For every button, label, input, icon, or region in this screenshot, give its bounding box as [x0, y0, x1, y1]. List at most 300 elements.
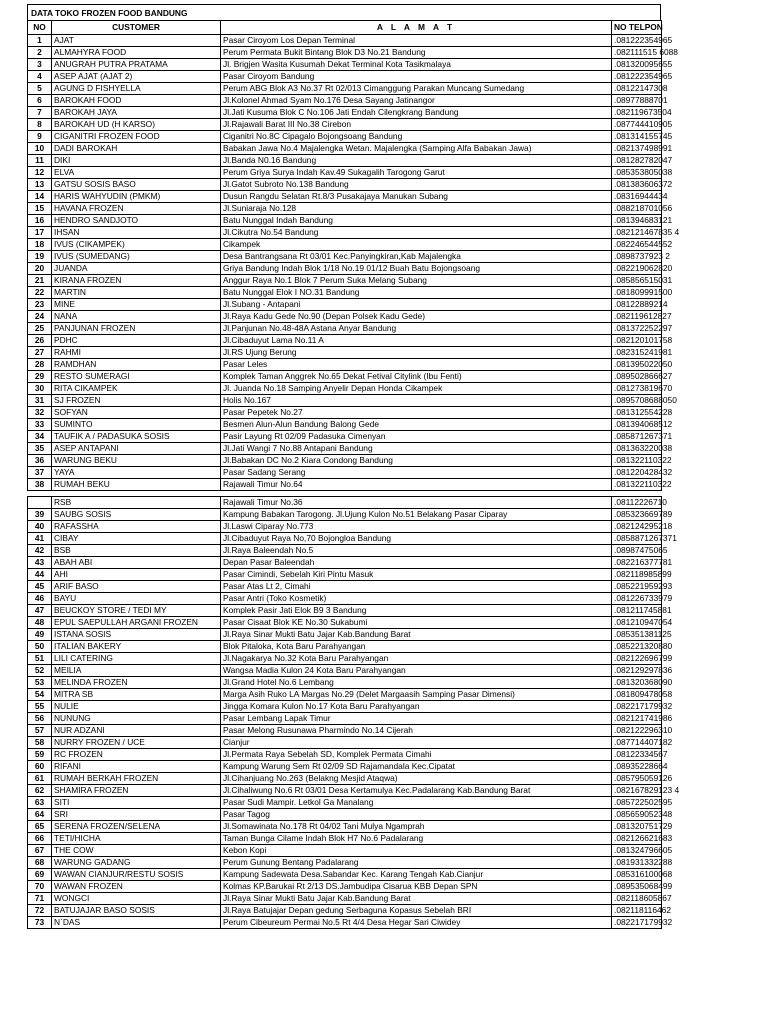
cell-address: Perum Permata Bukit Bintang Blok D3 No.21 Bandung [221, 47, 612, 59]
cell-address: Kampung Warung Sem Rt 02/09 SD Rajamandala Kec.Cipatat [221, 761, 612, 773]
cell-customer: N`DAS [52, 917, 221, 929]
table-row [28, 359, 662, 371]
cell-address: Jl.Jati Wangi 7 No.88 Antapani Bandung [221, 443, 612, 455]
cell-customer: ASEP ANTAPANI [52, 443, 221, 455]
header-address: A L A M A T [221, 21, 612, 35]
table-row [28, 797, 662, 809]
cell-no: 50 [28, 641, 52, 653]
cell-address: Jl.Cibaduyut Lama No.11 A [221, 335, 612, 347]
cell-customer: ARIF BASO [52, 581, 221, 593]
cell-customer: SOFYAN [52, 407, 221, 419]
table-row [28, 857, 662, 869]
cell-customer: BEUCKOY STORE / TEDI MY [52, 605, 221, 617]
cell-address: Pasar Tagog [221, 809, 612, 821]
header-phone: NO TELPON [612, 21, 662, 35]
cell-no: 9 [28, 131, 52, 143]
cell-no: 19 [28, 251, 52, 263]
cell-address: Jl.Raya Sinar Mukti Batu Jajar Kab.Bandung Barat [221, 629, 612, 641]
cell-address: Komplek Pasir Jati Elok B9 3 Bandung [221, 605, 612, 617]
cell-no: 10 [28, 143, 52, 155]
cell-customer: HAVANA FROZEN [52, 203, 221, 215]
cell-address: Cikampek [221, 239, 612, 251]
table-row [28, 821, 662, 833]
cell-customer: RC FROZEN [52, 749, 221, 761]
cell-address: Babakan Jawa No.4 Majalengka Wetan. Majalengka (Samping Alfa Babakan Jawa) [221, 143, 612, 155]
cell-address: Jl.RS Ujung Berung [221, 347, 612, 359]
cell-address: Jl.Banda N0.16 Bandung [221, 155, 612, 167]
cell-customer: ITALIAN BAKERY [52, 641, 221, 653]
cell-address: Pasar Cisaat Blok KE No.30 Sukabumi [221, 617, 612, 629]
cell-no: 71 [28, 893, 52, 905]
cell-customer: ISTANA SOSIS [52, 629, 221, 641]
cell-phone: .08122147308 [612, 83, 662, 95]
cell-no: 34 [28, 431, 52, 443]
cell-phone: .081320751729 [612, 821, 662, 833]
cell-address: Kolmas KP.Barukai Rt 2/13 DS.Jambudipa Cisarua KBB Depan SPN [221, 881, 612, 893]
cell-no: 68 [28, 857, 52, 869]
table-row [28, 131, 662, 143]
cell-no: 27 [28, 347, 52, 359]
cell-no: 72 [28, 905, 52, 917]
cell-phone: .085659052348 [612, 809, 662, 821]
table-row [28, 407, 662, 419]
cell-phone: .081282782047 [612, 155, 662, 167]
cell-customer: WARUNG GADANG [52, 857, 221, 869]
cell-customer: AGUNG D FISHYELLA [52, 83, 221, 95]
cell-phone: .08122889214 [612, 299, 662, 311]
cell-phone: .082111515 6088 [612, 47, 662, 59]
table-row [28, 335, 662, 347]
cell-address: Wangsa Madia Kulon 24 Kota Baru Parahyangan [221, 665, 612, 677]
table-row [28, 47, 662, 59]
cell-customer: WAWAN CIANJUR/RESTU SOSIS [52, 869, 221, 881]
cell-no: 63 [28, 797, 52, 809]
cell-no: 46 [28, 593, 52, 605]
cell-address: Perum ABG Blok A3 No.37 Rt 02/013 Cimanggung Parakan Muncang Sumedang [221, 83, 612, 95]
cell-address: Jl. Juanda No.18 Samping Anyelir Depan Honda Cikampek [221, 383, 612, 395]
cell-customer: SHAMIRA FROZEN [52, 785, 221, 797]
cell-customer: RAMDHAN [52, 359, 221, 371]
cell-phone: .082120101758 [612, 335, 662, 347]
cell-phone: .082118985899 [612, 569, 662, 581]
cell-no: 43 [28, 557, 52, 569]
cell-no: 5 [28, 83, 52, 95]
cell-customer: YAYA [52, 467, 221, 479]
cell-phone: .085351381125 [612, 629, 662, 641]
table-row [28, 737, 662, 749]
cell-address: Kampung Babakan Tarogong. Jl.Ujung Kulon No.51 Belakang Pasar Ciparay [221, 509, 612, 521]
cell-address: Jl.Nagakarya No.32 Kota Baru Parahyangan [221, 653, 612, 665]
cell-phone: .08122334567 [612, 749, 662, 761]
cell-address: Jl.Babakan DC No.2 Kiara Condong Bandung [221, 455, 612, 467]
cell-no: 6 [28, 95, 52, 107]
cell-customer: RAFASSHA [52, 521, 221, 533]
cell-address: Besmen Alun-Alun Bandung Balong Gede [221, 419, 612, 431]
cell-address: Pasar Ciroyom Los Depan Terminal [221, 35, 612, 47]
cell-address: Jl.Laswi Ciparay No.773 [221, 521, 612, 533]
cell-address: Jl.Cikutra No.54 Bandung [221, 227, 612, 239]
cell-phone: .085722502595 [612, 797, 662, 809]
table-row [28, 869, 662, 881]
cell-customer: THE COW [52, 845, 221, 857]
table-row [28, 905, 662, 917]
cell-phone: .082137498991 [612, 143, 662, 155]
cell-customer: AJAT [52, 35, 221, 47]
cell-phone: .082119673504 [612, 107, 662, 119]
cell-no: 8 [28, 119, 52, 131]
table-row [28, 677, 662, 689]
table-row [28, 443, 662, 455]
cell-customer: NUR ADZANI [52, 725, 221, 737]
cell-phone: .082119612827 [612, 311, 662, 323]
table-row [28, 371, 662, 383]
cell-customer: MINE [52, 299, 221, 311]
cell-phone: .081314155745 [612, 131, 662, 143]
table-row [28, 665, 662, 677]
cell-address: Batu Nunggal Elok I NO.31 Bandung [221, 287, 612, 299]
cell-phone: .081395022050 [612, 359, 662, 371]
cell-no: 65 [28, 821, 52, 833]
cell-address: Perum Griya Surya Indah Kav.49 Sukagalih Tarogong Garut [221, 167, 612, 179]
cell-address: Blok Pitaloka, Kota Baru Parahyangan [221, 641, 612, 653]
cell-address: Jl.Kolonel Ahmad Syam No.176 Desa Sayang Jatinangor [221, 95, 612, 107]
table-row [28, 521, 662, 533]
cell-address: Holis No.167 [221, 395, 612, 407]
cell-address: Depan Pasar Baleendah [221, 557, 612, 569]
cell-address: Taman Bunga Cilame Indah Blok H7 No.6 Padalarang [221, 833, 612, 845]
cell-address: Pasar Lembang Lapak Timur [221, 713, 612, 725]
cell-customer: ASEP AJAT (AJAT 2) [52, 71, 221, 83]
cell-customer: RAHMI [52, 347, 221, 359]
cell-no: 62 [28, 785, 52, 797]
cell-customer: KIRANA FROZEN [52, 275, 221, 287]
cell-phone: .081931332288 [612, 857, 662, 869]
cell-address: Pasar Antri (Toko Kosmetik) [221, 593, 612, 605]
cell-phone: .081226733979 [612, 593, 662, 605]
cell-phone: .081322110322 [612, 479, 662, 491]
table-row [28, 215, 662, 227]
cell-no: 66 [28, 833, 52, 845]
table-row [28, 479, 662, 491]
cell-no: 15 [28, 203, 52, 215]
cell-customer: DADI BAROKAH [52, 143, 221, 155]
cell-customer: SJ FROZEN [52, 395, 221, 407]
cell-address: Jl.Suniaraja No.128 [221, 203, 612, 215]
cell-customer: ELVA [52, 167, 221, 179]
table-row [28, 593, 662, 605]
cell-phone: .081320368090 [612, 677, 662, 689]
cell-phone: .082246544552 [612, 239, 662, 251]
cell-customer: ANUGRAH PUTRA PRATAMA [52, 59, 221, 71]
cell-no: 40 [28, 521, 52, 533]
cell-address: Jingga Komara Kulon No.17 Kota Baru Parahyangan [221, 701, 612, 713]
table-row [28, 347, 662, 359]
cell-no: 39 [28, 509, 52, 521]
cell-phone: .082118605867 [612, 893, 662, 905]
cell-phone: .088218701056 [612, 203, 662, 215]
cell-address: Batu Nunggal Indah Bandung [221, 215, 612, 227]
cell-no: 55 [28, 701, 52, 713]
table-row [28, 239, 662, 251]
cell-address: Jl.Raya Kadu Gede No.90 (Depan Polsek Kadu Gede) [221, 311, 612, 323]
cell-no: 41 [28, 533, 52, 545]
cell-no: 57 [28, 725, 52, 737]
table-row [28, 251, 662, 263]
cell-address: Desa Bantrangsana Rt 03/01 Kec.Panyingkiran,Kab Majalengka [221, 251, 612, 263]
cell-customer: LILI CATERING [52, 653, 221, 665]
table-row [28, 263, 662, 275]
cell-no: 11 [28, 155, 52, 167]
cell-phone: .082315241981 [612, 347, 662, 359]
cell-address: Dusun Rangdu Selatan Rt.8/3 Pusakajaya Manukan Subang [221, 191, 612, 203]
cell-phone: .082121467835 4 [612, 227, 662, 239]
cell-no: 31 [28, 395, 52, 407]
cell-customer: BAROKAH JAYA [52, 107, 221, 119]
table-row [28, 893, 662, 905]
cell-no: 45 [28, 581, 52, 593]
cell-phone: .081322110322 [612, 455, 662, 467]
table-row [28, 761, 662, 773]
cell-address: Jl.Permata Raya Sebelah SD, Komplek Permata Cimahi [221, 749, 612, 761]
cell-phone: .082118116462 [612, 905, 662, 917]
cell-customer: BAROKAH UD (H KARSO) [52, 119, 221, 131]
cell-customer: PDHC [52, 335, 221, 347]
customer-table-1 [27, 20, 680, 491]
cell-phone: .087744410905 [612, 119, 662, 131]
cell-phone: .081324796605 [612, 845, 662, 857]
cell-phone: .082121741986 [612, 713, 662, 725]
cell-no: 58 [28, 737, 52, 749]
cell-phone: .081809478058 [612, 689, 662, 701]
cell-address: Jl. Brigjen Wasita Kusumah Dekat Terminal Kota Tasikmalaya [221, 59, 612, 71]
table-row [28, 191, 662, 203]
cell-no: 4 [28, 71, 52, 83]
cell-phone: .082122696799 [612, 653, 662, 665]
cell-customer: WONGCI [52, 893, 221, 905]
cell-customer: RUMAH BEKU [52, 479, 221, 491]
table-row [28, 653, 662, 665]
cell-phone: .081809991500 [612, 287, 662, 299]
table-header-row [28, 21, 662, 35]
cell-phone: .085316100068 [612, 869, 662, 881]
cell-address: Jl.Rajawali Barat III No.38 Cirebon [221, 119, 612, 131]
table-row [28, 701, 662, 713]
table-row [28, 203, 662, 215]
cell-phone: .082124295218 [612, 521, 662, 533]
cell-address: Pasar Pepetek No.27 [221, 407, 612, 419]
cell-phone: .089502866627 [612, 371, 662, 383]
table-row [28, 119, 662, 131]
cell-no: 61 [28, 773, 52, 785]
cell-customer: ABAH ABI [52, 557, 221, 569]
cell-customer: TETI/HICHA [52, 833, 221, 845]
cell-phone: .08316944434 [612, 191, 662, 203]
cell-customer: SRI [52, 809, 221, 821]
table-row [28, 467, 662, 479]
cell-customer: CIGANITRI FROZEN FOOD [52, 131, 221, 143]
cell-no: 17 [28, 227, 52, 239]
table-row [28, 83, 662, 95]
cell-customer: DIKI [52, 155, 221, 167]
cell-customer: BATUJAJAR BASO SOSIS [52, 905, 221, 917]
cell-address: Griya Bandung Indah Blok 1/18 No.19 01/12 Buah Batu Bojongsoang [221, 263, 612, 275]
table-row [28, 455, 662, 467]
cell-customer: RESTO SUMERAGI [52, 371, 221, 383]
cell-phone: .081210947054 [612, 617, 662, 629]
cell-address: Kampung Sadewata Desa.Sabandar Kec. Karang Tengah Kab.Cianjur [221, 869, 612, 881]
cell-phone: .081222354965 [612, 71, 662, 83]
cell-no: 36 [28, 455, 52, 467]
cell-phone: .085871267371 [612, 431, 662, 443]
cell-address: Pasar Sudi Mampir. Letkol Ga Manalang [221, 797, 612, 809]
cell-customer: HARIS WAHYUDIN (PMKM) [52, 191, 221, 203]
cell-no: 13 [28, 179, 52, 191]
cell-customer: NULIE [52, 701, 221, 713]
cell-no: 23 [28, 299, 52, 311]
cell-no: 59 [28, 749, 52, 761]
cell-no: 20 [28, 263, 52, 275]
cell-customer: TAUFIK A / PADASUKA SOSIS [52, 431, 221, 443]
spreadsheet-sheet [27, 4, 680, 929]
table-row [28, 311, 662, 323]
cell-customer: SITI [52, 797, 221, 809]
cell-customer: SAUBG SOSIS [52, 509, 221, 521]
cell-address: Pasar Ciroyom Bandung [221, 71, 612, 83]
cell-address: Pasar Atas Lt 2, Cimahi [221, 581, 612, 593]
cell-customer: IHSAN [52, 227, 221, 239]
cell-no: 30 [28, 383, 52, 395]
cell-customer: ALMAHYRA FOOD [52, 47, 221, 59]
cell-phone: .081222354965 [612, 35, 662, 47]
table-row [28, 35, 662, 47]
cell-address: Jl.Jati Kusuma Blok C No.106 Jati Endah Cilengkrang Bandung [221, 107, 612, 119]
cell-no: 1 [28, 35, 52, 47]
cell-phone: .08987475065 [612, 545, 662, 557]
cell-address: Jl.Cibaduyut Raya No,70 Bojongloa Bandung [221, 533, 612, 545]
cell-no: 3 [28, 59, 52, 71]
cell-no: 7 [28, 107, 52, 119]
cell-customer: MITRA SB [52, 689, 221, 701]
cell-customer: NUNUNG [52, 713, 221, 725]
cell-phone: .081363220038 [612, 443, 662, 455]
cell-no: 48 [28, 617, 52, 629]
cell-customer: BAROKAH FOOD [52, 95, 221, 107]
table-row [28, 287, 662, 299]
table-row [28, 419, 662, 431]
cell-no: 67 [28, 845, 52, 857]
table-row [28, 227, 662, 239]
cell-address: Jl.Cihanjuang No.263 (Belakng Mesjid Ataqwa) [221, 773, 612, 785]
cell-phone: .085856515031 [612, 275, 662, 287]
cell-customer: GATSU SOSIS BASO [52, 179, 221, 191]
cell-address: Komplek Taman Anggrek No.65 Dekat Fetival Citylink (Ibu Fenti) [221, 371, 612, 383]
table-row [28, 143, 662, 155]
cell-phone: .085353805038 [612, 167, 662, 179]
cell-customer: HENDRO SANDJOTO [52, 215, 221, 227]
header-customer: CUSTOMER [52, 21, 221, 35]
cell-address: Kebon Kopi [221, 845, 612, 857]
cell-customer: RSB [52, 497, 221, 509]
table-row [28, 95, 662, 107]
cell-no: 26 [28, 335, 52, 347]
cell-address: Rajawali Timur No.64 [221, 479, 612, 491]
cell-no: 60 [28, 761, 52, 773]
cell-no: 2 [28, 47, 52, 59]
table-row [28, 773, 662, 785]
table-row [28, 167, 662, 179]
cell-phone: .081312554228 [612, 407, 662, 419]
cell-phone: .081394068512 [612, 419, 662, 431]
cell-no: 64 [28, 809, 52, 821]
table-row [28, 641, 662, 653]
table-row [28, 107, 662, 119]
table-row [28, 569, 662, 581]
table-row [28, 881, 662, 893]
cell-address: Jl.Raya Sinar Mukti Batu Jajar Kab.Bandung Barat [221, 893, 612, 905]
cell-phone: .081273819670 [612, 383, 662, 395]
cell-address: Jl.Panjunan No.48-48A Astana Anyar Bandung [221, 323, 612, 335]
table-row [28, 581, 662, 593]
cell-no: 18 [28, 239, 52, 251]
cell-no: 35 [28, 443, 52, 455]
table-row [28, 431, 662, 443]
cell-phone: .085323669789 [612, 509, 662, 521]
cell-phone: .08935228664 [612, 761, 662, 773]
cell-phone: .081383606372 [612, 179, 662, 191]
cell-no: 73 [28, 917, 52, 929]
table-row [28, 689, 662, 701]
cell-customer: NANA [52, 311, 221, 323]
cell-no: 21 [28, 275, 52, 287]
cell-address: Jl.Somawinata No.178 Rt 04/02 Tani Mulya Ngamprah [221, 821, 612, 833]
cell-customer: JUANDA [52, 263, 221, 275]
cell-no: 54 [28, 689, 52, 701]
table-row [28, 713, 662, 725]
cell-address: Perum Cibeureum Permai No.5 Rt 4/4 Desa Hegar Sari Ciwidey [221, 917, 612, 929]
table-row [28, 509, 662, 521]
sheet-title: DATA TOKO FROZEN FOOD BANDUNG [27, 4, 661, 20]
table-row [28, 785, 662, 797]
cell-phone: .081211745881 [612, 605, 662, 617]
cell-no: 53 [28, 677, 52, 689]
cell-address: Jl.Cihaliwung No.6 Rt 03/01 Desa Kertamulya Kec.Padalarang Kab.Bandung Barat [221, 785, 612, 797]
cell-address: Ciganitri No.8C Cipagalo Bojongsoang Bandung [221, 131, 612, 143]
cell-no: 33 [28, 419, 52, 431]
cell-phone: .082167829123 4 [612, 785, 662, 797]
table-row [28, 299, 662, 311]
cell-no [28, 497, 52, 509]
cell-customer: MELINDA FROZEN [52, 677, 221, 689]
cell-no: 12 [28, 167, 52, 179]
cell-address: Perum Gunung Bentang Padalarang [221, 857, 612, 869]
cell-no: 38 [28, 479, 52, 491]
cell-phone: .082219062820 [612, 263, 662, 275]
cell-phone: .0895708688050 [612, 395, 662, 407]
cell-customer: AHI [52, 569, 221, 581]
cell-phone: .081394683121 [612, 215, 662, 227]
cell-customer: SERENA FROZEN/SELENA [52, 821, 221, 833]
cell-no: 29 [28, 371, 52, 383]
table-row [28, 749, 662, 761]
cell-no: 16 [28, 215, 52, 227]
cell-customer: CIBAY [52, 533, 221, 545]
cell-customer: IVUS (CIKAMPEK) [52, 239, 221, 251]
cell-customer: SUMINTO [52, 419, 221, 431]
cell-address: Pasar Cimindi, Sebelah Kiri Pintu Masuk [221, 569, 612, 581]
cell-customer: BSB [52, 545, 221, 557]
cell-no: 25 [28, 323, 52, 335]
cell-no: 49 [28, 629, 52, 641]
